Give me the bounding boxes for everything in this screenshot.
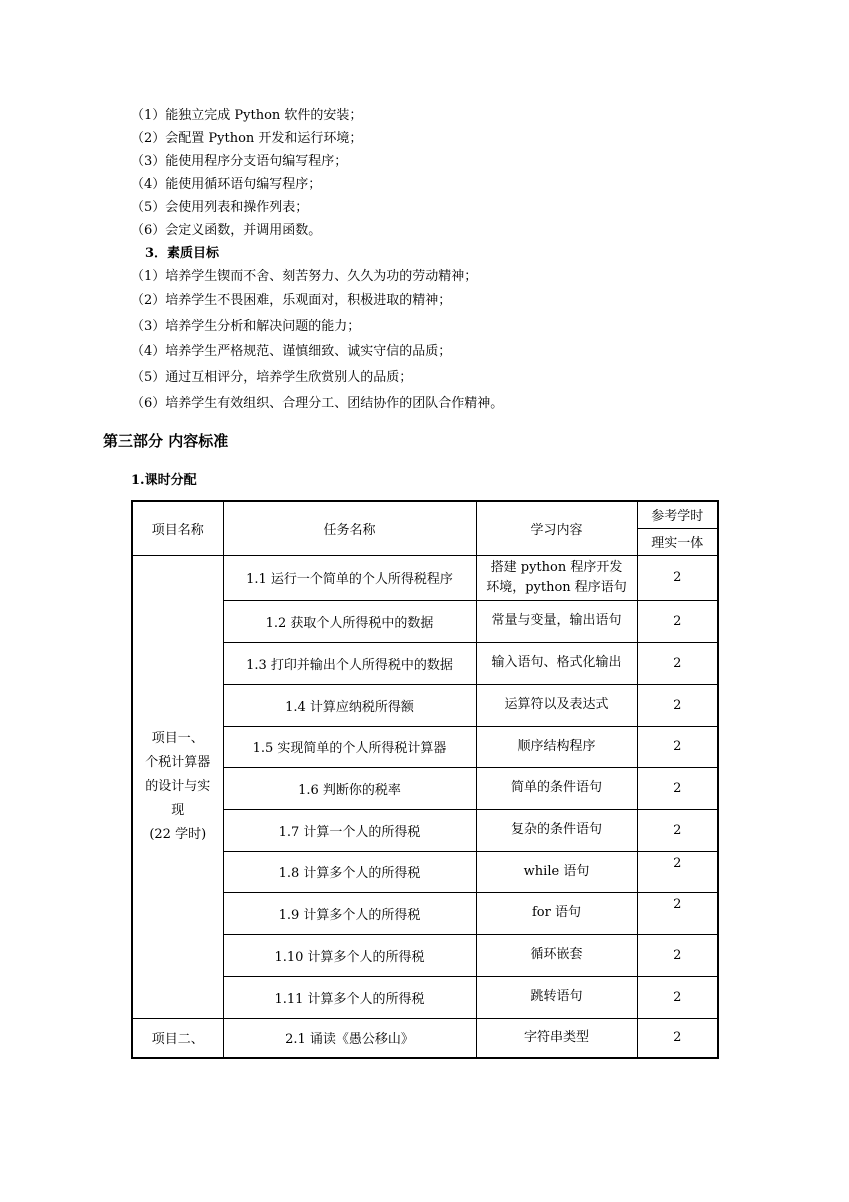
project1-line: (22 学时) [149,826,207,842]
table-row [132,1018,718,1058]
content-cell: 输入语句、格式化输出 [476,642,637,684]
skill-item-3: （3）能使用程序分支语句编写程序； [131,154,348,169]
content-cell: 复杂的条件语句 [476,809,637,851]
task-cell: 2.1 诵读《愚公移山》 [223,1018,476,1058]
quality-item-1: （1）培养学生锲而不舍、刻苦努力、久久为功的劳动精神； [131,269,478,284]
task-cell: 1.8 计算多个人的所得税 [223,851,476,892]
content-cell: 运算符以及表达式 [476,684,637,726]
content-cell: 跳转语句 [476,976,637,1018]
project1-line: 项目一、 [151,730,204,746]
hours-cell: 2 [637,642,718,684]
task-cell: 1.4 计算应纳税所得额 [223,684,476,726]
part-heading: 第三部分 内容标准 [103,432,229,450]
content-cell: while 语句 [476,851,637,892]
header-hours-sub: 理实一体 [637,528,718,555]
hours-cell: 2 [637,726,718,767]
content-line: 环境，python 程序语句 [486,579,627,595]
hours-table [131,500,719,1059]
content-cell: for 语句 [476,892,637,934]
task-cell: 1.7 计算一个人的所得税 [223,809,476,851]
skill-item-6: （6）会定义函数，并调用函数。 [131,223,322,238]
quality-item-3: （3）培养学生分析和解决问题的能力； [131,319,361,334]
task-cell: 1.6 判断你的税率 [223,767,476,809]
header-project: 项目名称 [132,501,223,555]
project1-line: 个税计算器 [145,754,211,770]
task-cell: 1.1 运行一个简单的个人所得税程序 [223,555,476,600]
content-cell: 循环嵌套 [476,934,637,976]
table-row [132,555,718,600]
content-cell: 简单的条件语句 [476,767,637,809]
hours-cell: 2 [637,600,718,642]
header-task: 任务名称 [223,501,476,555]
header-content: 学习内容 [476,501,637,555]
content-cell: 顺序结构程序 [476,726,637,767]
hours-cell: 2 [637,851,718,892]
quality-item-6: （6）培养学生有效组织、合理分工、团结协作的团队合作精神。 [131,396,504,411]
hours-cell: 2 [637,767,718,809]
hours-cell: 2 [637,892,718,934]
content-line: 搭建 python 程序开发 [490,559,623,575]
task-cell: 1.3 打印并输出个人所得税中的数据 [223,642,476,684]
content-cell: 字符串类型 [476,1018,637,1058]
hours-cell: 2 [637,1018,718,1058]
quality-item-4: （4）培养学生严格规范、谨慎细致、诚实守信的品质； [131,344,452,359]
quality-heading: 3．素质目标 [145,246,220,261]
skill-item-1: （1）能独立完成 Python 软件的安装； [131,108,363,123]
quality-item-2: （2）培养学生不畏困难，乐观面对，积极进取的精神； [131,293,452,308]
hours-cell: 2 [637,809,718,851]
project1-cell [132,555,223,1018]
content-cell: 常量与变量，输出语句 [476,600,637,642]
task-cell: 1.2 获取个人所得税中的数据 [223,600,476,642]
content-cell [476,555,637,600]
task-cell: 1.9 计算多个人的所得税 [223,892,476,934]
skill-item-5: （5）会使用列表和操作列表； [131,200,309,215]
task-cell: 1.5 实现简单的个人所得税计算器 [223,726,476,767]
project1-line: 的设计与实 [145,778,211,794]
quality-item-5: （5）通过互相评分，培养学生欣赏别人的品质； [131,370,413,385]
hours-cell: 2 [637,555,718,600]
task-cell: 1.11 计算多个人的所得税 [223,976,476,1018]
project1-line: 现 [171,802,185,818]
skill-item-4: （4）能使用循环语句编写程序； [131,177,322,192]
task-cell: 1.10 计算多个人的所得税 [223,934,476,976]
section-heading: 1.课时分配 [131,473,197,488]
hours-cell: 2 [637,976,718,1018]
header-hours: 参考学时 [637,501,718,528]
skill-item-2: （2）会配置 Python 开发和运行环境； [131,131,363,146]
project2-cell: 项目二、 [132,1018,223,1058]
hours-cell: 2 [637,934,718,976]
hours-cell: 2 [637,684,718,726]
